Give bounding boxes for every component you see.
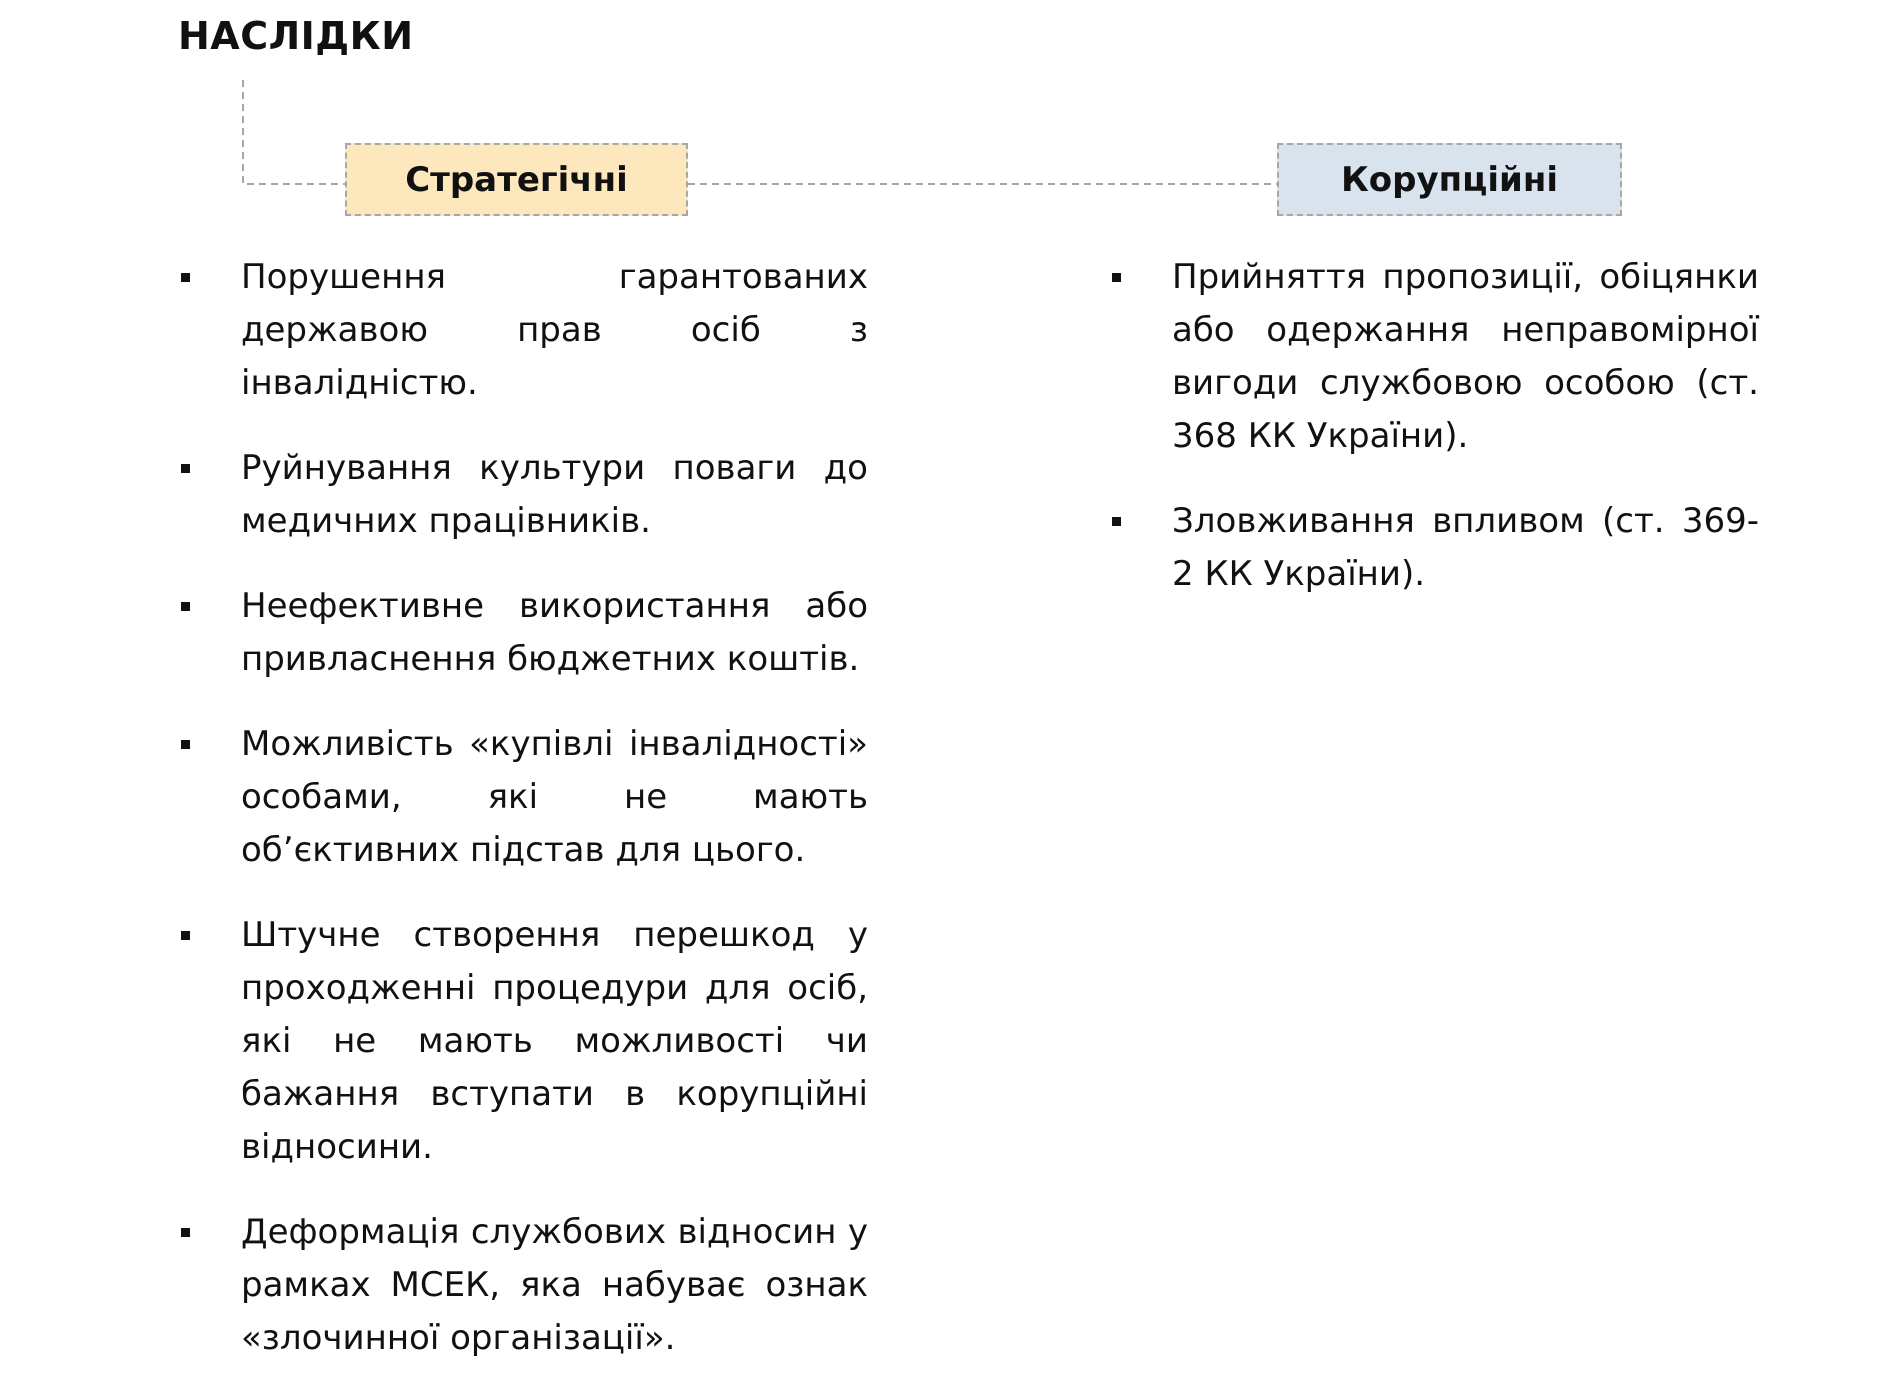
square-bullet-icon (181, 464, 190, 473)
dashed-connector (243, 80, 345, 184)
square-bullet-icon (181, 740, 190, 749)
category-strategic: Стратегічні (345, 143, 688, 216)
list-item-text: Руйнування культури поваги до медичних працівників. (241, 448, 868, 541)
square-bullet-icon (181, 273, 190, 282)
list-item (178, 580, 868, 686)
square-bullet-icon (181, 1228, 190, 1237)
list-item (178, 1206, 868, 1365)
category-corruption: Корупційні (1277, 143, 1622, 216)
square-bullet-icon (1112, 517, 1121, 526)
strategic-consequences-list (178, 251, 868, 1397)
list-item (1109, 251, 1759, 463)
list-item (178, 718, 868, 877)
corruption-consequences-list (1109, 251, 1759, 633)
list-item-text: Можливість «купівлі інвалідності» особами, які не мають об’єктивних підстав для цього. (241, 724, 868, 870)
list-item (178, 442, 868, 548)
list-item-text: Прийняття пропозиції, обіцянки або одержання неправомірної вигоди службовою особою (ст. 368 КК України). (1172, 257, 1759, 456)
list-item (1109, 495, 1759, 601)
list-item-text: Неефективне використання або привласнення бюджетних коштів. (241, 586, 868, 679)
page-title: НАСЛІДКИ (178, 14, 414, 58)
list-item-text: Зловживання впливом (ст. 369-2 КК України). (1172, 501, 1759, 594)
square-bullet-icon (181, 602, 190, 611)
square-bullet-icon (181, 931, 190, 940)
list-item-text: Штучне створення перешкод у проходженні процедури для осіб, які не мають можливості чи бажання вступати в корупційні відносини. (241, 915, 868, 1167)
square-bullet-icon (1112, 273, 1121, 282)
list-item (178, 251, 868, 410)
list-item (178, 909, 868, 1174)
list-item-text: Порушення гарантованих державою прав осіб з інвалідністю. (241, 257, 868, 403)
list-item-text: Деформація службових відносин у рамках МСЕК, яка набуває ознак «злочинної організації». (241, 1212, 868, 1358)
